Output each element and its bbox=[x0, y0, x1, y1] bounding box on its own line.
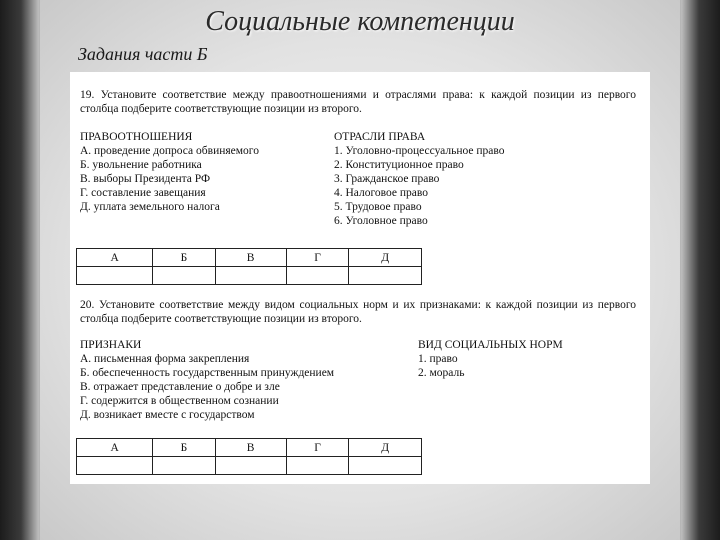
answer-cell[interactable] bbox=[215, 457, 286, 475]
answer-header-cell: В bbox=[215, 439, 286, 457]
task-19-left-item: В. выборы Президента РФ bbox=[80, 173, 211, 185]
slide-title: Социальные компетенции bbox=[205, 6, 515, 37]
answer-header-cell: Г bbox=[286, 439, 349, 457]
answer-cell[interactable] bbox=[77, 267, 153, 285]
task-20-right-header: ВИД СОЦИАЛЬНЫХ НОРМ bbox=[418, 339, 563, 351]
answer-cell[interactable] bbox=[349, 267, 422, 285]
answer-header-cell: А bbox=[77, 249, 153, 267]
answer-header-cell: Б bbox=[153, 249, 215, 267]
task-20-left-header: ПРИЗНАКИ bbox=[80, 339, 142, 351]
task-20-left-item: А. письменная форма закрепления bbox=[80, 353, 250, 365]
task-19-right-item: 1. Уголовно-процессуальное право bbox=[334, 145, 505, 157]
task-19-answer-table bbox=[76, 248, 422, 285]
task-19-right-item: 3. Гражданское право bbox=[334, 173, 440, 185]
answer-cell[interactable] bbox=[286, 457, 349, 475]
task-19-right-header: ОТРАСЛИ ПРАВА bbox=[334, 131, 426, 143]
task-20-left-item: В. отражает представление о добре и зле bbox=[80, 381, 280, 393]
task-20-left-item: Б. обеспеченность государственным принуждением bbox=[80, 367, 335, 379]
task-19-left-item: Д. уплата земельного налога bbox=[80, 201, 220, 213]
answer-header-cell: А bbox=[77, 439, 153, 457]
task-document bbox=[70, 72, 650, 484]
task-20-answer-table bbox=[76, 438, 422, 475]
slide-subtitle: Задания части Б bbox=[78, 44, 208, 64]
task-19-right-item: 4. Налоговое право bbox=[334, 187, 429, 199]
task-20-text: 20. Установите соответствие между видом социальных норм и их признаками: к каждой позиции из первого столбца подберите соответствующие позиции из второго. bbox=[80, 299, 636, 325]
task-19-left-item: Г. составление завещания bbox=[80, 187, 206, 199]
task-19-text: 19. Установите соответствие между правоотношениями и отраслями права: к каждой позиции из первого столбца подберите соответствующие позиции из второго. bbox=[80, 89, 636, 115]
task-20-right-item: 2. мораль bbox=[418, 367, 465, 379]
answer-header-cell: Д bbox=[349, 249, 422, 267]
answer-cell[interactable] bbox=[153, 267, 215, 285]
answer-cell[interactable] bbox=[286, 267, 349, 285]
task-20-right-item: 1. право bbox=[418, 353, 458, 365]
answer-header-cell: В bbox=[215, 249, 286, 267]
task-19-right-column bbox=[334, 130, 505, 228]
answer-header-cell: Д bbox=[349, 439, 422, 457]
answer-cell[interactable] bbox=[77, 457, 153, 475]
task-19-right-item: 5. Трудовое право bbox=[334, 201, 422, 213]
task-19-right-item: 6. Уголовное право bbox=[334, 215, 428, 227]
answer-header-cell: Г bbox=[286, 249, 349, 267]
task-20-left-column bbox=[80, 338, 334, 422]
answer-cell[interactable] bbox=[153, 457, 215, 475]
task-19-left-item: Б. увольнение работника bbox=[80, 159, 202, 171]
task-20-left-item: Д. возникает вместе с государством bbox=[80, 409, 255, 421]
answer-header-cell: Б bbox=[153, 439, 215, 457]
task-20-right-column bbox=[418, 338, 563, 380]
answer-cell[interactable] bbox=[215, 267, 286, 285]
task-19-left-item: А. проведение допроса обвиняемого bbox=[80, 145, 259, 157]
task-20-left-item: Г. содержится в общественном сознании bbox=[80, 395, 279, 407]
answer-cell[interactable] bbox=[349, 457, 422, 475]
task-19-right-item: 2. Конституционное право bbox=[334, 159, 464, 171]
task-19-left-header: ПРАВООТНОШЕНИЯ bbox=[80, 131, 193, 143]
slide bbox=[40, 0, 680, 540]
task-19-left-column bbox=[80, 130, 259, 214]
